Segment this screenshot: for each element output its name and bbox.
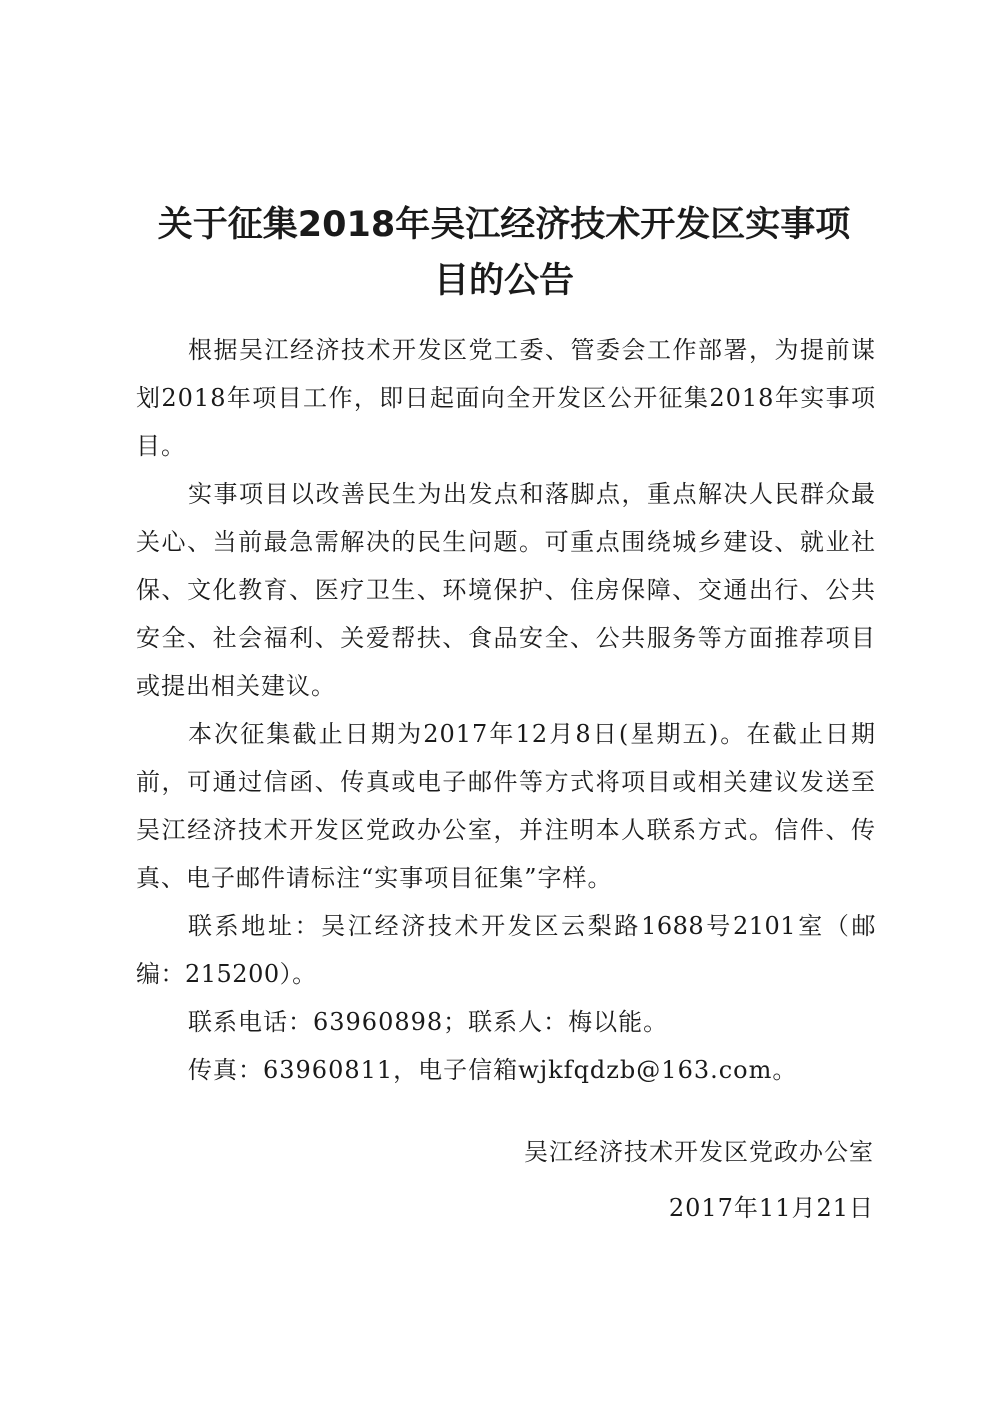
signature-block xyxy=(524,1124,874,1236)
document-title xyxy=(134,197,874,309)
paragraph-intro: 根据吴江经济技术开发区党工委、管委会工作部署，为提前谋划2018年项目工作，即日起面向全开发区公开征集2018年实事项目。 xyxy=(136,336,876,460)
document-body xyxy=(136,326,876,1094)
paragraph-phone: 联系电话：63960898；联系人：梅以能。 xyxy=(188,1008,669,1036)
paragraph-scope: 实事项目以改善民生为出发点和落脚点，重点解决人民群众最关心、当前最急需解决的民生问题。可重点围绕城乡建设、就业社保、文化教育、医疗卫生、环境保护、住房保障、交通出行、公共安全、社会福利、关爱帮扶、食品安全、公共服务等方面推荐项目或提出相关建议。 xyxy=(136,480,876,700)
paragraph-fax-email: 传真：63960811，电子信箱wjkfqdzb@163.com。 xyxy=(188,1056,798,1084)
signature-organization: 吴江经济技术开发区党政办公室 xyxy=(524,1138,874,1166)
document-title-line-1: 关于征集2018年吴江经济技术开发区实事项 xyxy=(157,205,851,245)
signature-date: 2017年11月21日 xyxy=(668,1194,874,1222)
document-title-line-2: 目的公告 xyxy=(433,261,574,301)
paragraph-address: 联系地址：吴江经济技术开发区云梨路1688号2101室（邮编：215200）。 xyxy=(136,912,876,988)
paragraph-deadline: 本次征集截止日期为2017年12月8日(星期五)。在截止日期前，可通过信函、传真或电子邮件等方式将项目或相关建议发送至吴江经济技术开发区党政办公室，并注明本人联系方式。信件、传真、电子邮件请标注“实事项目征集”字样。 xyxy=(136,720,876,892)
